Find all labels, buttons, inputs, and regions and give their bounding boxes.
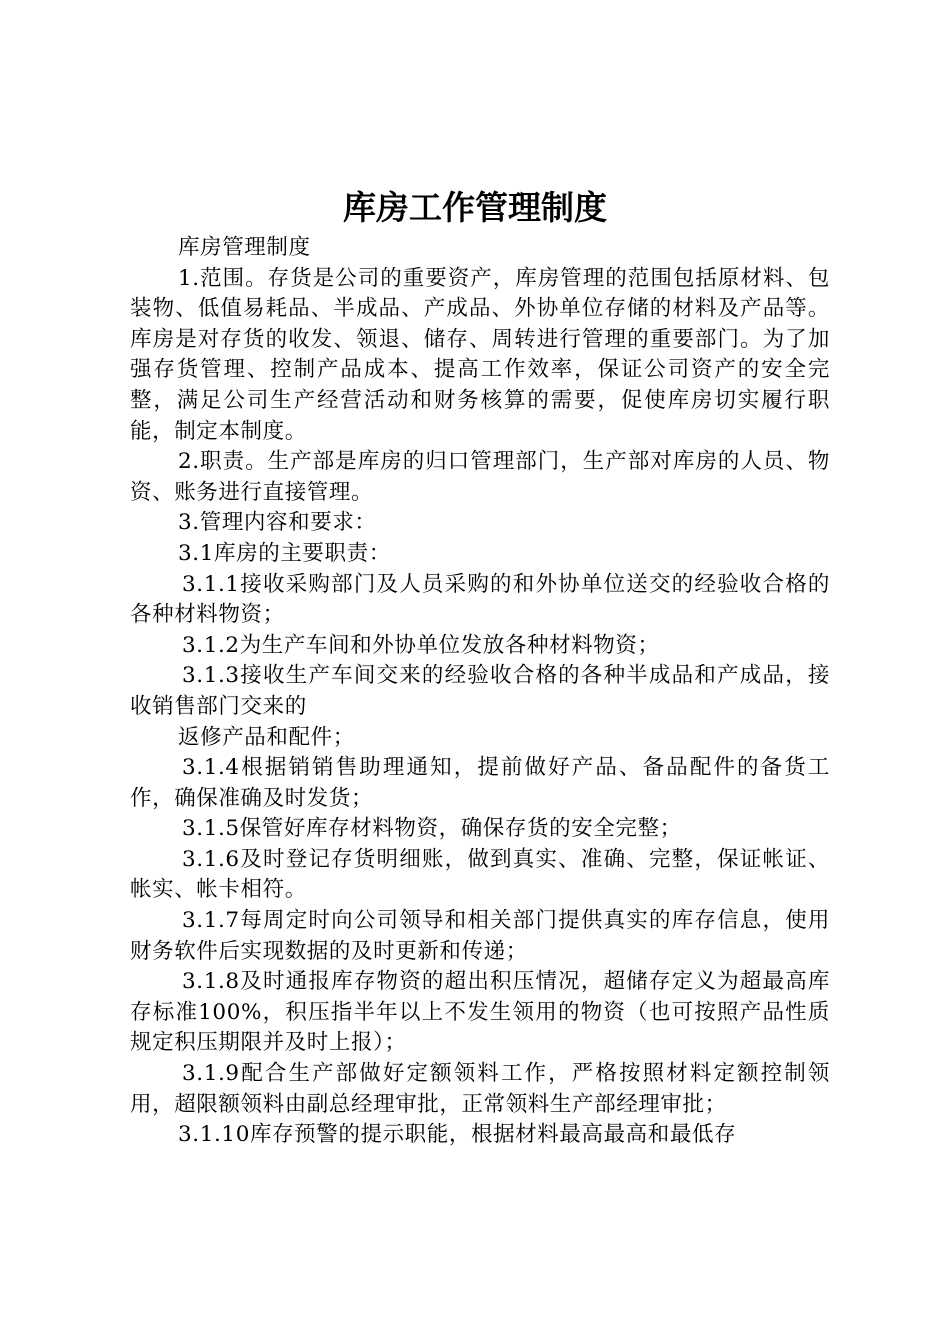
document-title: 库房工作管理制度 [343, 188, 607, 227]
paragraph-3-1-10: 3.1.10库存预警的提示职能，根据材料最高最高和最低存 [178, 1122, 737, 1148]
paragraph-3-1-5: 3.1.5保管好库存材料物资，确保存货的安全完整； [182, 816, 682, 842]
paragraph-3-1-1: 3.1.1接收采购部门及人员采购的和外协单位送交的经验收合格的各种材料物资； [130, 571, 830, 628]
paragraph-3-1-4: 3.1.4根据销销售助理通知，提前做好产品、备品配件的备货工作，确保准确及时发货； [130, 755, 830, 811]
paragraph-3-1-8: 3.1.8及时通报库存物资的超出积压情况，超储存定义为超最高库存标准100%，积压指半年以上不发生领用的物资（也可按照产品性质规定积压期限并及时上报）； [130, 969, 830, 1056]
paragraph-3-1-3-continued: 返修产品和配件； [178, 724, 355, 750]
paragraph-scope: 1.范围。存货是公司的重要资产，库房管理的范围包括原材料、包装物、低值易耗品、半成品、产成品、外协单位存储的材料及产品等。库房是对存货的收发、领退、储存、周转进行管理的重要部门。为了加强存货管理、控制产品成本、提高工作效率，保证公司资产的安全完整，满足公司生产经营活动和财务核算的需要，促使库房切实履行职能，制定本制度。 [130, 265, 830, 444]
paragraph-3-1-9: 3.1.9配合生产部做好定额领料工作，严格按照材料定额控制领用，超限额领料由副总经理审批，正常领料生产部经理审批； [130, 1061, 830, 1117]
document-body [130, 233, 830, 1151]
paragraph-3-1-6: 3.1.6及时登记存货明细账，做到真实、准确、完整，保证帐证、帐实、帐卡相符。 [130, 846, 830, 903]
paragraph-3-1-7: 3.1.7每周定时向公司领导和相关部门提供真实的库存信息，使用财务软件后实现数据的及时更新和传递； [130, 908, 830, 964]
paragraph-3-1-3: 3.1.3接收生产车间交来的经验收合格的各种半成品和产成品，接收销售部门交来的 [130, 663, 830, 719]
paragraph-3-1-2: 3.1.2为生产车间和外协单位发放各种材料物资； [182, 632, 660, 658]
paragraph-heading: 库房管理制度 [178, 235, 311, 260]
paragraph-requirements: 3.管理内容和要求： [178, 510, 377, 536]
paragraph-duties: 2.职责。生产部是库房的归口管理部门，生产部对库房的人员、物资、账务进行直接管理。 [130, 449, 830, 505]
paragraph-main-duties: 3.1库房的主要职责： [178, 540, 391, 566]
